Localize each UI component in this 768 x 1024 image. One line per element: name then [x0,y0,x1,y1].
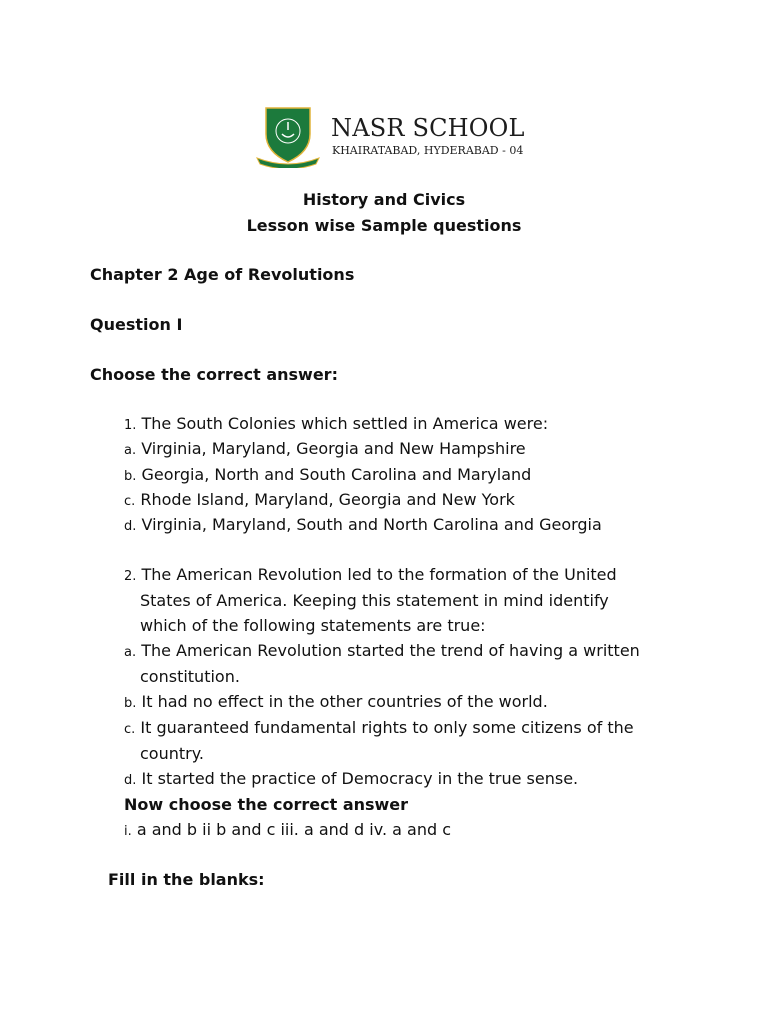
option-c [124,490,515,512]
statement-label: b. [124,696,137,711]
option-b [124,465,531,487]
question-heading: Question I [90,315,183,334]
chapter-heading: Chapter 2 Age of Revolutions [90,265,355,284]
question-2-stem-line-2: States of America. Keeping this statement in mind identify [140,591,609,610]
instruction-heading: Choose the correct answer: [90,365,338,384]
statement-d [124,769,578,791]
statement-c-continued: country. [140,744,204,763]
choose-answer-heading: Now choose the correct answer [124,795,409,814]
option-text: Georgia, North and South Carolina and Maryland [141,465,532,484]
statement-text: It started the practice of Democracy in the true sense. [141,769,579,788]
statement-text: The American Revolution started the trend of having a written [141,641,640,660]
school-crest-logo [256,104,320,168]
choices-text: a and b ii b and c iii. a and d iv. a and c [136,820,451,839]
school-name: NASR SCHOOL [331,114,525,142]
option-label: a. [124,443,137,458]
question-2-stem-line-1 [124,565,617,587]
question-text: The American Revolution led to the formation of the United [141,565,617,584]
option-text: Virginia, Maryland, Georgia and New Hampshire [141,439,526,458]
option-a [124,439,526,461]
statement-a [124,641,640,663]
statement-label: c. [124,722,136,737]
statement-text: It had no effect in the other countries of the world. [141,692,548,711]
option-label: d. [124,519,137,534]
statement-text: It guaranteed fundamental rights to only some citizens of the [140,718,634,737]
subtitle: Lesson wise Sample questions [246,216,522,235]
statement-c [124,718,634,740]
statement-a-continued: constitution. [140,667,240,686]
question-number: 2. [124,569,137,584]
choice-label: i. [124,824,132,839]
option-label: c. [124,494,136,509]
question-text: The South Colonies which settled in America were: [141,414,549,433]
statement-label: d. [124,773,137,788]
option-text: Virginia, Maryland, South and North Carolina and Georgia [141,515,602,534]
statement-b [124,692,548,714]
school-address: KHAIRATABAD, HYDERABAD - 04 [332,144,524,157]
option-label: b. [124,469,137,484]
fill-in-blanks-heading: Fill in the blanks: [108,870,265,889]
question-1-stem [124,414,548,436]
question-2-stem-line-3: which of the following statements are true: [140,616,486,635]
subject-title: History and Civics [302,190,466,209]
option-text: Rhode Island, Maryland, Georgia and New York [140,490,515,509]
question-number: 1. [124,418,137,433]
school-header [256,104,526,168]
answer-choices [124,820,451,842]
option-d [124,515,602,537]
statement-label: a. [124,645,137,660]
